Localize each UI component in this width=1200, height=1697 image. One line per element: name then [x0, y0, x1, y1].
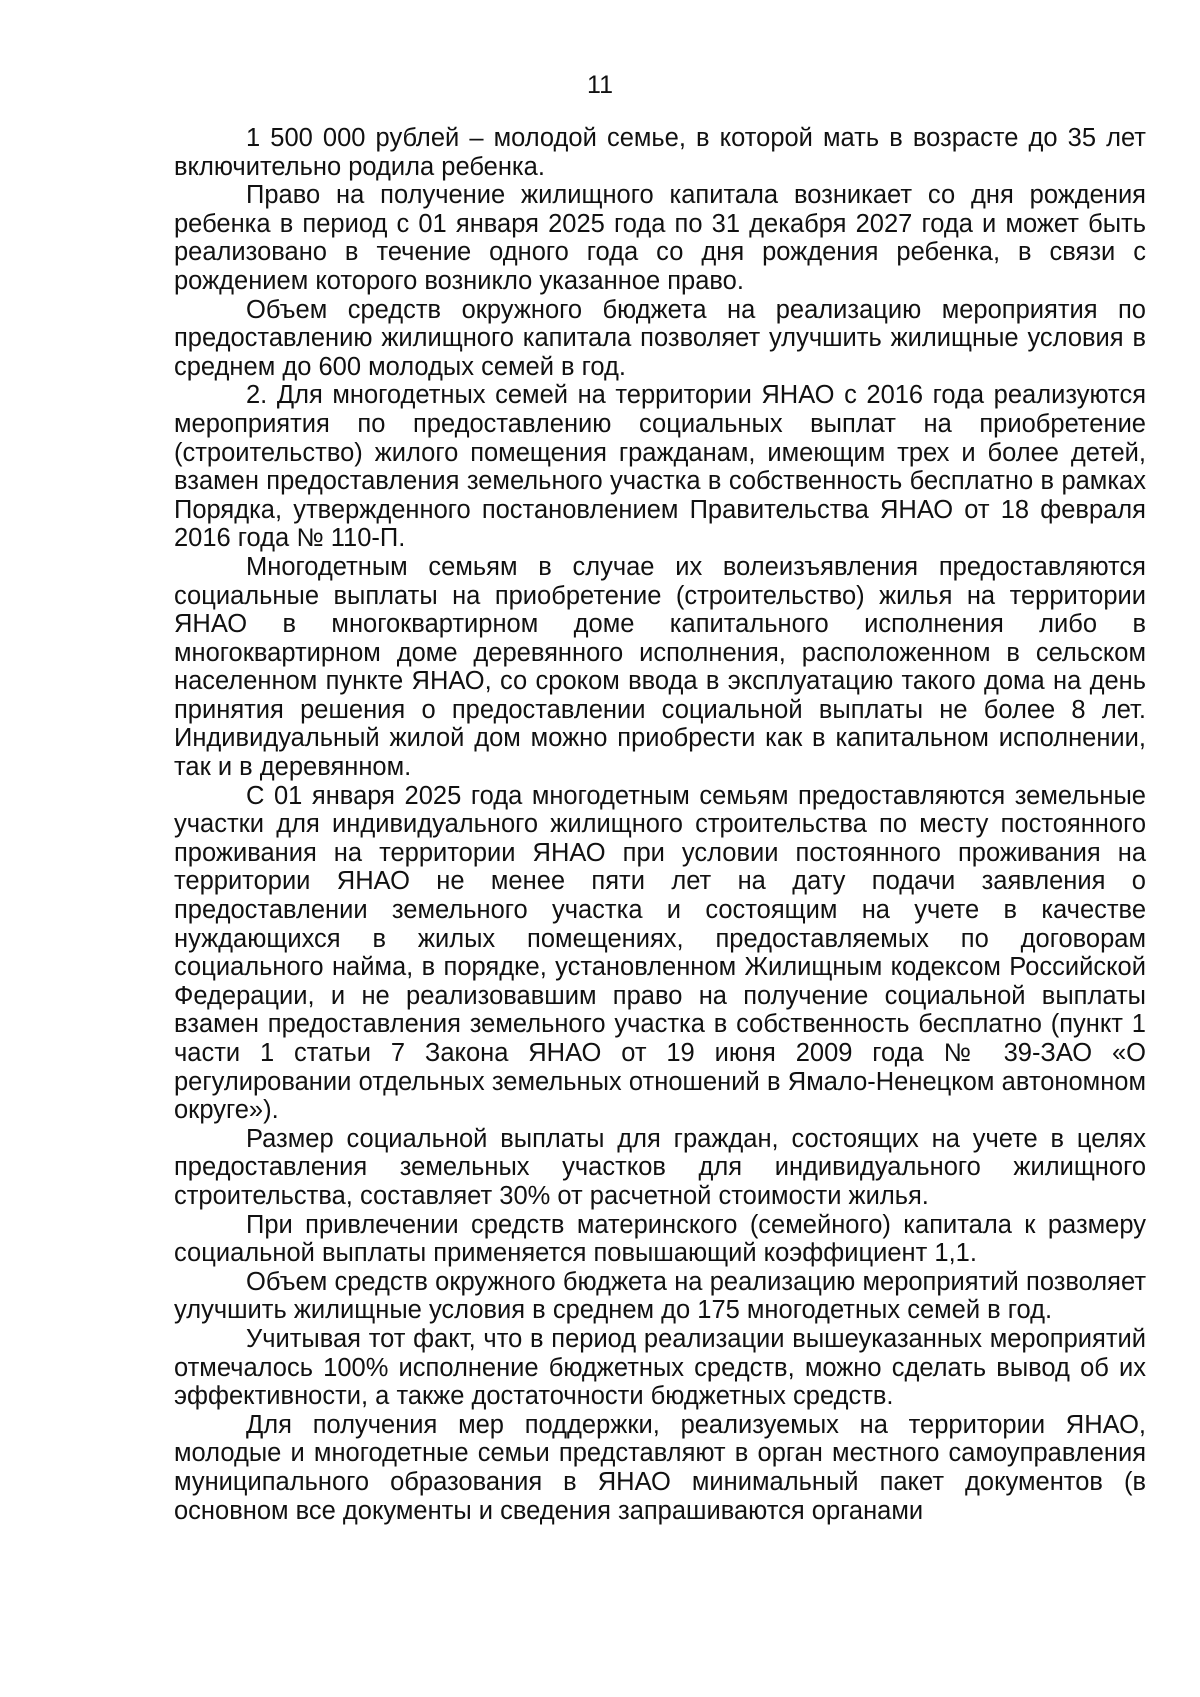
paragraph-2: Право на получение жилищного капитала возникает со дня рождения ребенка в период с 01 января 2025 года по 31 декабря 2027 года и может быть реализовано в течение одного года со дня рождения ребенка, в связи с рождением которого возникло указанное право. [174, 181, 1146, 295]
paragraph-11: Для получения мер поддержки, реализуемых на территории ЯНАО, молодые и многодетные семьи представляют в орган местного самоуправления муниципального образования в ЯНАО минимальный пакет документов (в основном все документы и сведения запрашиваются органами [174, 1410, 1146, 1525]
paragraph-4: 2. Для многодетных семей на территории ЯНАО с 2016 года реализуются мероприятия по предоставлению социальных выплат на приобретение (строительство) жилого помещения гражданам, имеющим трех и более детей, взамен предоставления земельного участка в собственность бесплатно в рамках Порядка, утвержденного постановлением Правительства ЯНАО от 18 февраля 2016 года № 110-П. [174, 381, 1146, 553]
paragraph-3: Объем средств окружного бюджета на реализацию мероприятия по предоставлению жилищного капитала позволяет улучшить жилищные условия в среднем до 600 молодых семей в год. [174, 295, 1146, 381]
paragraph-9: Объем средств окружного бюджета на реализацию мероприятий позволяет улучшить жилищные условия в среднем до 175 многодетных семей в год. [174, 1267, 1146, 1325]
page-number: 11 [587, 71, 613, 99]
paragraph-7: Размер социальной выплаты для граждан, состоящих на учете в целях предоставления земельных участков для индивидуального жилищного строительства, составляет 30% от расчетной стоимости жилья. [174, 1124, 1146, 1210]
paragraph-1: 1 500 000 рублей – молодой семье, в которой мать в возрасте до 35 лет включительно родила ребенка. [174, 124, 1146, 181]
paragraph-8: При привлечении средств материнского (семейного) капитала к размеру социальной выплаты применяется повышающий коэффициент 1,1. [174, 1210, 1146, 1268]
paragraph-5: Многодетным семьям в случае их волеизъявления предоставляются социальные выплаты на приобретение (строительство) жилья на территории ЯНАО в многоквартирном доме капитального исполнения либо в многоквартирном доме деревянного исполнения, расположенном в сельском населенном пункте ЯНАО, со сроком ввода в эксплуатацию такого дома на день принятия решения о предоставлении социальной выплаты не более 8 лет. Индивидуальный жилой дом можно приобрести как в капитальном исполнении, так и в деревянном. [174, 552, 1146, 782]
document-body [174, 124, 1146, 1525]
paragraph-10: Учитывая тот факт, что в период реализации вышеуказанных мероприятий отмечалось 100% исполнение бюджетных средств, можно сделать вывод об их эффективности, а также достаточности бюджетных средств. [174, 1324, 1146, 1411]
paragraph-6: С 01 января 2025 года многодетным семьям предоставляются земельные участки для индивидуального жилищного строительства по месту постоянного проживания на территории ЯНАО при условии постоянного проживания на территории ЯНАО не менее пяти лет на дату подачи заявления о предоставлении земельного участка и состоящим на учете в качестве нуждающихся в жилых помещениях, предоставляемых по договорам социального найма, в порядке, установленном Жилищным кодексом Российской Федерации, и не реализовавшим право на получение социальной выплаты взамен предоставления земельного участка в собственность бесплатно (пункт 1 части 1 статьи 7 Закона ЯНАО от 19 июня 2009 года № 39-ЗАО «О регулировании отдельных земельных отношений в Ямало-Ненецком автономном округе»). [174, 781, 1146, 1125]
